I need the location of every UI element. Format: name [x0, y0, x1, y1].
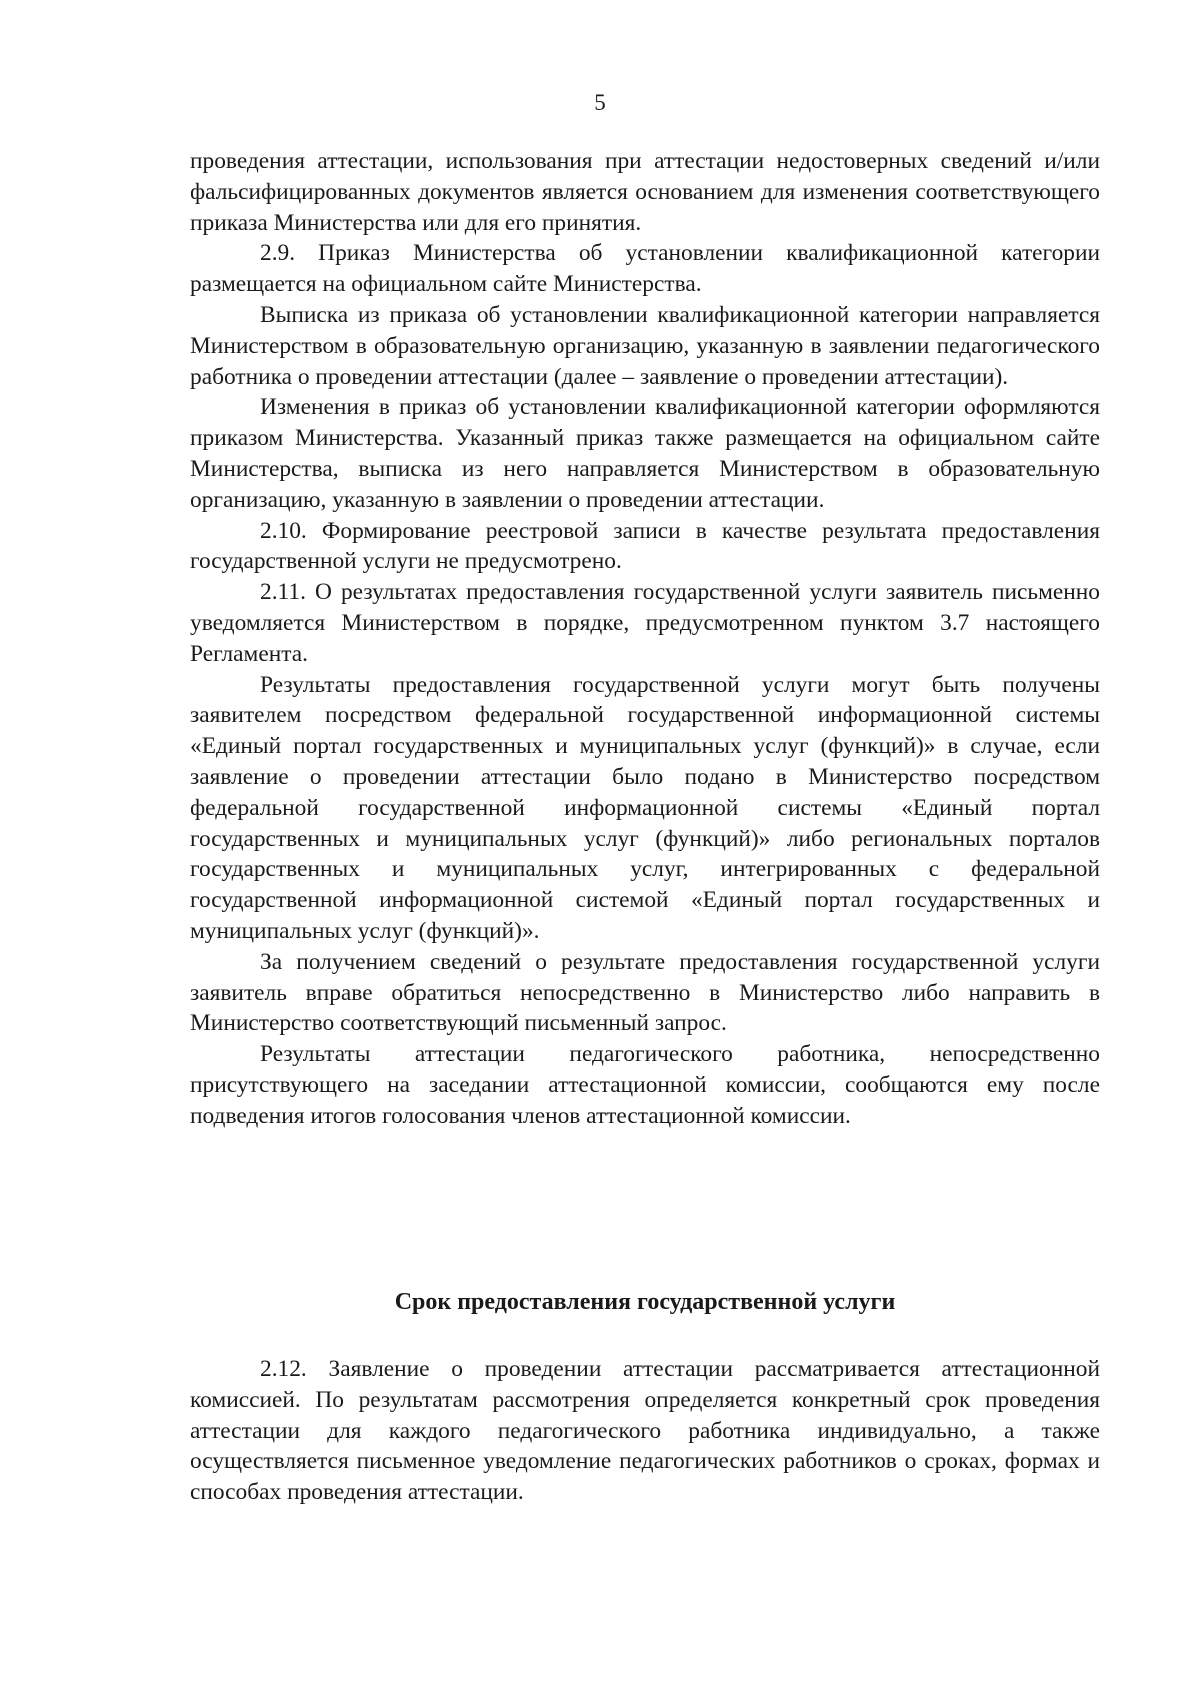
paragraph: За получением сведений о результате предоставления государственной услуги заявитель вправе обратиться непосредственно в Министерство либо направить в Министерство соответствующий письменный запрос.: [190, 948, 1100, 1037]
paragraph: 2.10. Формирование реестровой записи в качестве результата предоставления государственной услуги не предусмотрено.: [190, 517, 1100, 575]
paragraph: Результаты предоставления государственной услуги могут быть получены заявителем посредством федеральной государственной информационной системы «Единый портал государственных и муниципальных услуг (функций)» в случае, если заявление о проведении аттестации было подано в Министерство посредством федеральной государственной информационной системы «Единый портал государственных и муниципальных услуг (функций)» либо региональных порталов государственных и муниципальных услуг, интегрированных с федеральной государственной информационной системой «Единый портал государственных и муниципальных услуг (функций)».: [190, 671, 1100, 944]
body-text: [190, 146, 1100, 1132]
section-body-text: [190, 1354, 1100, 1508]
paragraph: проведения аттестации, использования при аттестации недостоверных сведений и/или фальсифицированных документов является основанием для изменения соответствующего приказа Министерства или для его принятия.: [190, 148, 1100, 236]
section-heading: Срок предоставления государственной услуги: [394, 1289, 896, 1315]
paragraph: Выписка из приказа об установлении квалификационной категории направляется Министерством в образовательную организацию, указанную в заявлении педагогического работника о проведении аттестации (далее – заявление о проведении аттестации).: [190, 301, 1100, 390]
paragraph: 2.11. О результатах предоставления государственной услуги заявитель письменно уведомляется Министерством в порядке, предусмотренном пунктом 3.7 настоящего Регламента.: [190, 579, 1100, 667]
paragraph: 2.12. Заявление о проведении аттестации рассматривается аттестационной комиссией. По результатам рассмотрения определяется конкретный срок проведения аттестации для каждого педагогического работника индивидуально, а также осуществляется письменное уведомление педагогических работников о сроках, формах и способах проведения аттестации.: [190, 1356, 1100, 1506]
paragraph: 2.9. Приказ Министерства об установлении квалификационной категории размещается на официальном сайте Министерства.: [190, 240, 1100, 298]
paragraph: Результаты аттестации педагогического работника, непосредственно присутствующего на заседании аттестационной комиссии, сообщаются ему после подведения итогов голосования членов аттестационной комиссии.: [190, 1041, 1100, 1129]
paragraph: Изменения в приказ об установлении квалификационной категории оформляются приказом Министерства. Указанный приказ также размещается на официальном сайте Министерства, выписка из него направляется Министерством в образовательную организацию, указанную в заявлении о проведении аттестации.: [190, 394, 1100, 513]
page-number: 5: [594, 90, 606, 115]
